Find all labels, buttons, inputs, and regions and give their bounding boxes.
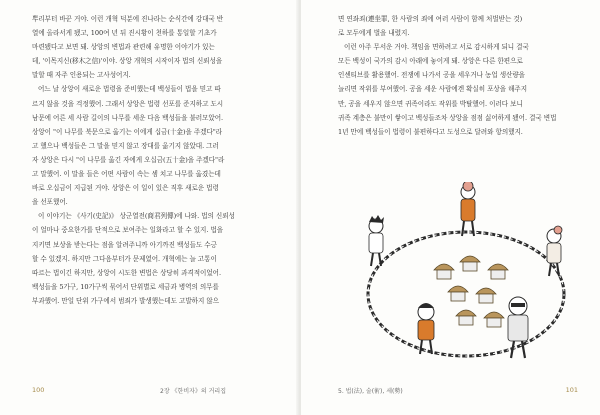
text-line: 인센티브를 활용했어. 전쟁에 나가서 공을 세우거나 농업 생산량을	[338, 71, 525, 80]
hut	[488, 264, 508, 279]
text-line: 말할 때 자주 인용되는 고사성어지.	[32, 71, 131, 80]
text-line: 면 연좌죄(連坐罪, 한 사람의 죄에 여러 사람이 함께 처벌받는 것)	[338, 15, 523, 23]
left-page-body	[32, 12, 278, 308]
text-line: 따르는 법이긴 하지만, 상앙이 시도한 변법은 상당히 과격적이었어.	[32, 268, 222, 277]
chain-loop	[368, 232, 564, 356]
text-line: 데, '이목지신(移木之信)'이야. 상앙 개혁의 시작이자 법의 신뢰성을	[32, 57, 223, 66]
huts	[434, 256, 508, 327]
hut	[476, 288, 496, 303]
text-line: 귀족 계층은 불만이 쌓이고 백성들조차 상앙을 점점 싫어하게 됐어. 결국 변법	[338, 113, 557, 122]
text-line: 할 수 있겠지. 하지만 그다음부터가 문제였어. 개혁에는 늘 고통이	[32, 254, 217, 263]
text-line: 로 모두에게 벌을 내렸지.	[338, 29, 410, 38]
right-page-body	[338, 12, 578, 139]
text-line: 바로 오십금이 지급된 거야. 상앙은 이 일이 있은 직후 새로운 법령	[32, 184, 219, 193]
left-footer	[32, 386, 278, 394]
hut	[460, 256, 480, 271]
text-line: 남문에 어른 세 사람 길이의 나무를 세운 다음 백성들을 불러모았어.	[32, 113, 224, 122]
text-line: 백성들을 5가구, 10가구씩 묶어서 단위별로 세금과 병역의 의무를	[32, 282, 219, 291]
left-page	[0, 0, 299, 415]
figure-top-guard	[461, 182, 475, 236]
page-number: 101	[565, 386, 578, 394]
text-line: 고 했으나 백성들은 그 말을 믿지 않고 장대를 옮기지 않았대. 그러	[32, 141, 219, 150]
text-line: 열에 올라서게 됐고, 100여 년 뒤 진시황이 천하를 통일할 기초가	[32, 29, 217, 38]
text-line: 지키면 보상을 받는다는 점을 알려주니까 아기까진 백성들도 수긍	[32, 240, 217, 249]
text-line: 마련됐다고 보면 돼. 상앙의 변법과 관련해 유명한 이야기가 있는	[32, 43, 215, 52]
page-number: 100	[32, 386, 45, 394]
text-line: 자 상앙은 다시 "이 나무를 옮긴 자에게 오십금(五十金)을 주겠다"라	[32, 155, 225, 164]
text-line: 고 말했어. 이 말을 들은 어떤 사람이 속는 셈 치고 나무를 옮겼는데	[32, 170, 221, 179]
figure-left-guard	[369, 215, 384, 266]
hut	[448, 286, 468, 301]
text-line: 상앙이 "이 나무를 북문으로 옮기는 이에게 십금(十金)을 주겠다"라	[32, 127, 223, 136]
text-line: 모든 백성이 국가의 감시 아래에 놓이게 돼. 상앙은 다른 한편으로	[338, 57, 523, 66]
hut	[434, 264, 454, 279]
running-header: 2장 《한비자》의 거리집	[160, 388, 227, 395]
text-line: 이 얼마나 중요한가를 단적으로 보여주는 일화라고 할 수 있지. 법을	[32, 226, 224, 235]
text-line: 늘리면 작위를 부여했어. 공을 세운 사람에겐 확실히 포상을 해주지	[338, 85, 528, 94]
hut	[484, 312, 504, 327]
text-line: 만, 공을 세우지 않으면 귀족이라도 작위를 박탈했어. 이러다 보니	[338, 99, 523, 108]
text-line: 부과했어. 만일 단위 가구에서 범죄가 발생했는데도 고발하지 않으	[32, 296, 219, 305]
figure-bottom-left-guard	[418, 303, 434, 354]
text-line: 1년 만에 백성들이 법령이 불편하다고 도성으로 달려와 항의했지.	[338, 127, 523, 136]
text-line: 을 선포했어.	[32, 198, 68, 207]
hut	[456, 310, 476, 325]
illustration-chained-village	[356, 182, 578, 378]
text-line: 이런 아주 무서운 거야. 책임을 면하려고 서로 감시하게 되니 결국	[344, 43, 529, 52]
text-line: 이 이야기는 《사기(史記)》 상군열전(商君列傳)에 나와. 법의 신뢰성	[38, 212, 235, 221]
running-header: 5. 법(法), 술(術), 세(勢)	[338, 388, 403, 395]
text-line: 뿌리부터 바꾼 거야. 이런 개혁 덕분에 진나라는 순식간에 강대국 반	[32, 15, 224, 23]
text-line: 어느 날 상앙이 새로운 법령을 준비했는데 백성들이 법을 믿고 따	[38, 85, 221, 94]
text-line: 르지 않을 것을 걱정했어. 그래서 상앙은 법령 선포를 준지하고 도시	[32, 99, 224, 108]
